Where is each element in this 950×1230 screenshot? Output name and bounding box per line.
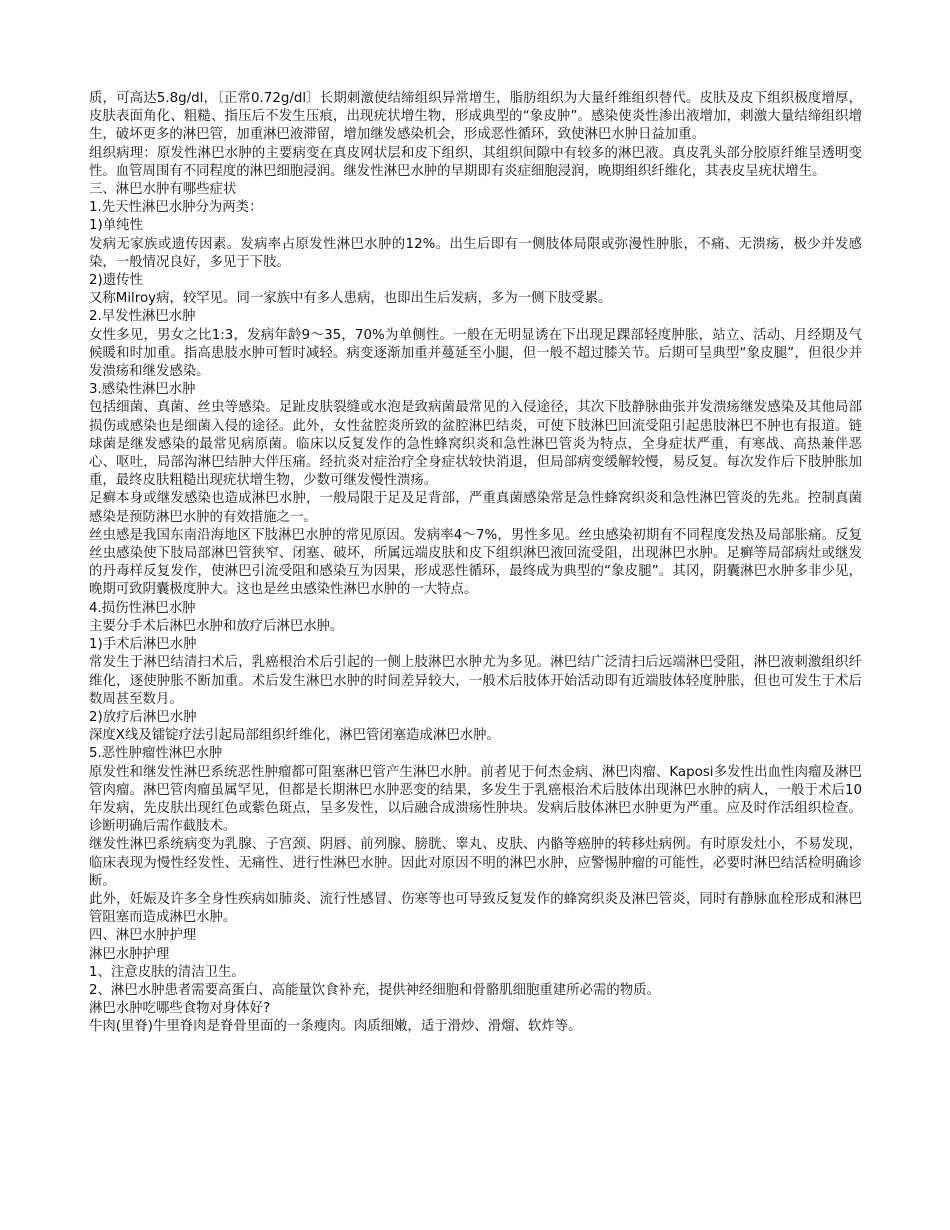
list-item: 2、淋巴水肿患者需要高蛋白、高能量饮食补充，提供神经细胞和骨骼肌细胞重建所必需的物质。 [89,982,660,998]
document-body [89,90,862,1037]
paragraph: 牛肉(里脊)牛里脊肉是脊骨里面的一条瘦肉。肉质细嫩，适于滑炒、滑熘、软炸等。 [89,1019,582,1035]
paragraph: 质，可高达5.8g/dl，〔正常0.72g/dl〕长期刺激使结缔组织异常增生，脂肪组织为大量纤维组织替代。皮肤及皮下组织极度增厚，皮肤表面角化、粗糙、指压后不发生压痕，出现疣状增生物，形成典型的“象皮肿”。感染使炎性渗出液增加，刺激大量结缔组织增生，破坏更多的淋巴管，加重淋巴液滞留，增加继发感染机会，形成恶性循环，致使淋巴水肿日益加重。 [89,91,862,143]
section-heading: 三、淋巴水肿有哪些症状 [89,182,237,198]
paragraph: 此外，妊娠及许多全身性疾病如肺炎、流行性感冒、伤寒等也可导致反复发作的蜂窝织炎及淋巴管炎，同时有静脉血栓形成和淋巴管阻塞而造成淋巴水肿。 [89,891,862,926]
paragraph: 又称Milroy病，较罕见。同一家族中有多人患病，也即出生后发病，多为一侧下肢受累。 [89,291,612,307]
subsection-heading: 3.感染性淋巴水肿 [89,382,196,398]
paragraph: 继发性淋巴系统病变为乳腺、子宫颈、阴唇、前列腺、膀胱、睾丸、皮肤、内骼等癌肿的转移灶病例。有时原发灶小，不易发现，临床表现为慢性经发性、无痛性、进行性淋巴水肿。因此对原因不明的淋巴水肿，应警惕肿瘤的可能性，必要时淋巴结活检明确诊断。 [89,837,862,889]
paragraph: 原发性和继发性淋巴系统恶性肿瘤都可阻塞淋巴管产生淋巴水肿。前者见于何杰金病、淋巴肉瘤、Kaposi多发性出血性肉瘤及淋巴管肉瘤。淋巴管肉瘤虽属罕见，但都是长期淋巴水肿恶变的结果，多发生于乳癌根治术后肢体出现淋巴水肿的病人，一般于术后10年发病，先皮肤出现红色或紫色斑点，呈多发性，以后融合成溃疡性肿块。发病后肢体淋巴水肿更为严重。应及时作活组织检查。诊断明确后需作截肢术。 [89,764,862,835]
paragraph: 组织病理：原发性淋巴水肿的主要病变在真皮网状层和皮下组织，其组织间隙中有较多的淋巴液。真皮乳头部分胶原纤维呈透明变性。血管周围有不同程度的淋巴细胞浸润。继发性淋巴水肿的早期即有炎症细胞浸润，晚期组织纤维化，其表皮呈疣状增生。 [89,145,862,179]
paragraph: 主要分手术后淋巴水肿和放疗后淋巴水肿。 [89,618,344,634]
list-item: 1、注意皮肤的清洁卫生。 [89,964,245,980]
subsection-heading: 4.损伤性淋巴水肿 [89,600,196,616]
paragraph: 丝虫感是我国东南沿海地区下肢淋巴水肿的常见原因。发病率4～7%，男性多见。丝虫感染初期有不同程度发热及局部胀痛。反复丝虫感染使下肢局部淋巴管狭窄、闭塞、破坏，所属远端皮肤和皮下组织淋巴液回流受阻，出现淋巴水肿。足癣等局部病灶或继发的丹毒样反复发作，使淋巴引流受阻和感染互为因果，形成恶性循环，最终成为典型的“象皮腿”。其冈，阴囊淋巴水肿多非少见，晚期可致阴囊极度肿大。这也是丝虫感染性淋巴水肿的一大特点。 [89,527,862,598]
sub-item-heading: 2)放疗后淋巴水肿 [89,709,197,725]
paragraph: 发病无家族或遗传因素。发病率占原发性淋巴水肿的12%。出生后即有一侧肢体局限或弥漫性肿胀，不痛、无溃疡，极少并发感染，一般情况良好，多见于下肢。 [89,236,862,270]
sub-item-heading: 1)手术后淋巴水肿 [89,637,197,653]
paragraph: 常发生于淋巴结清扫术后，乳癌根治术后引起的一侧上肢淋巴水肿尤为多见。淋巴结广泛清扫后远端淋巴受阻，淋巴液刺激组织纤维化，逐使肿胀不断加重。术后发生淋巴水肿的时间差异较大，一般术后肢体开始活动即有近端肢体轻度肿胀，但也可发生于术后数周甚至数月。 [89,655,862,707]
question-heading: 淋巴水肿吃哪些食物对身体好? [89,1001,271,1017]
subsection-heading: 1.先天性淋巴水肿分为两类： [89,200,263,216]
paragraph: 包括细菌、真菌、丝虫等感染。足趾皮肤裂缝或水泡是致病菌最常见的入侵途径，其次下肢静脉曲张并发溃疡继发感染及其他局部损伤或感染也是细菌入侵的途径。此外，女性盆腔炎所致的盆腔淋巴结炎，可使下肢淋巴回流受阻引起患肢淋巴不肿也有报道。链球菌是继发感染的最常见病原菌。临床以反复发作的急性蜂窝织炎和急性淋巴管炎为特点，全身症状严重，有寒战、高热兼伴恶心、呕吐，局部沟淋巴结肿大伴压痛。经抗炎对症治疗全身症状较快消退，但局部病变缓解较慢，易反复。每次发作后下肢肿胀加重，最终皮肤粗糙出现疣状增生物，少数可继发慢性溃疡。 [89,400,862,489]
subsection-heading: 2.早发性淋巴水肿 [89,309,196,325]
sub-item-heading: 2)遗传性 [89,273,143,289]
paragraph: 足癣本身或继发感染也造成淋巴水肿，一般局限于足及足背部，严重真菌感染常是急性蜂窝织炎和急性淋巴管炎的先兆。控制真菌感染是预防淋巴水肿的有效措施之一。 [89,491,862,525]
subsection-heading: 淋巴水肿护理 [89,946,170,962]
paragraph: 深度X线及镭锭疗法引起局部组织纤维化，淋巴管闭塞造成淋巴水肿。 [89,728,500,744]
subsection-heading: 5.恶性肿瘤性淋巴水肿 [89,746,223,762]
sub-item-heading: 1)单纯性 [89,218,143,234]
paragraph: 女性多见，男女之比1:3，发病年龄9～35，70%为单侧性。一般在无明显诱在下出现足踝部轻度肿胀，站立、活动、月经期及气候暖和时加重。指高患肢水肿可暂时减轻。病变逐渐加重并蔓延至小腿，但一般不超过膝关节。后期可呈典型“象皮腿”，但很少并发溃疡和继发感染。 [89,327,862,380]
section-heading: 四、淋巴水肿护理 [89,928,197,944]
